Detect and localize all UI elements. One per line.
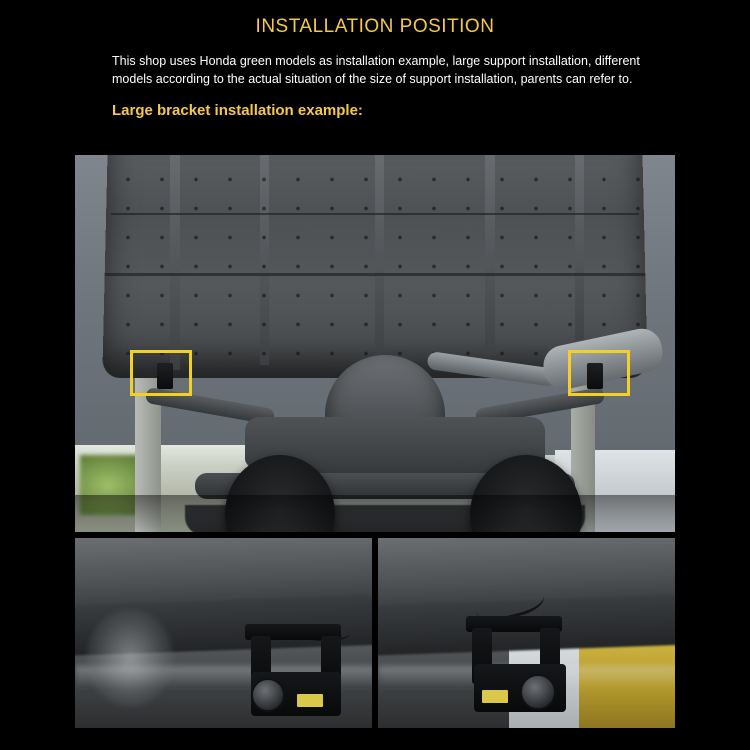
parking-sensor-lens <box>251 678 285 712</box>
wheel-blur <box>87 610 173 706</box>
bracket-closeup-right-image <box>378 538 675 728</box>
vehicle-underbody-overview-image <box>75 155 675 532</box>
ground-shadow <box>75 495 675 532</box>
subheading-text: Large bracket installation example: <box>112 102 363 119</box>
footer-spacer <box>0 119 750 135</box>
sensor-label <box>297 694 323 707</box>
description-text: This shop uses Honda green models as installation example, large support installation, different models according to the actual situation of the size of support installation, parents can refer to. <box>112 54 640 86</box>
highlight-right-mount-location <box>568 350 630 396</box>
highlight-left-mount-location <box>130 350 192 396</box>
sensor-label <box>482 690 508 703</box>
page-title: INSTALLATION POSITION <box>255 16 495 37</box>
photo-gallery <box>75 155 675 728</box>
parking-sensor-lens <box>520 674 556 710</box>
bracket-closeup-left-image <box>75 538 372 728</box>
photo-row-closeups <box>75 538 675 728</box>
